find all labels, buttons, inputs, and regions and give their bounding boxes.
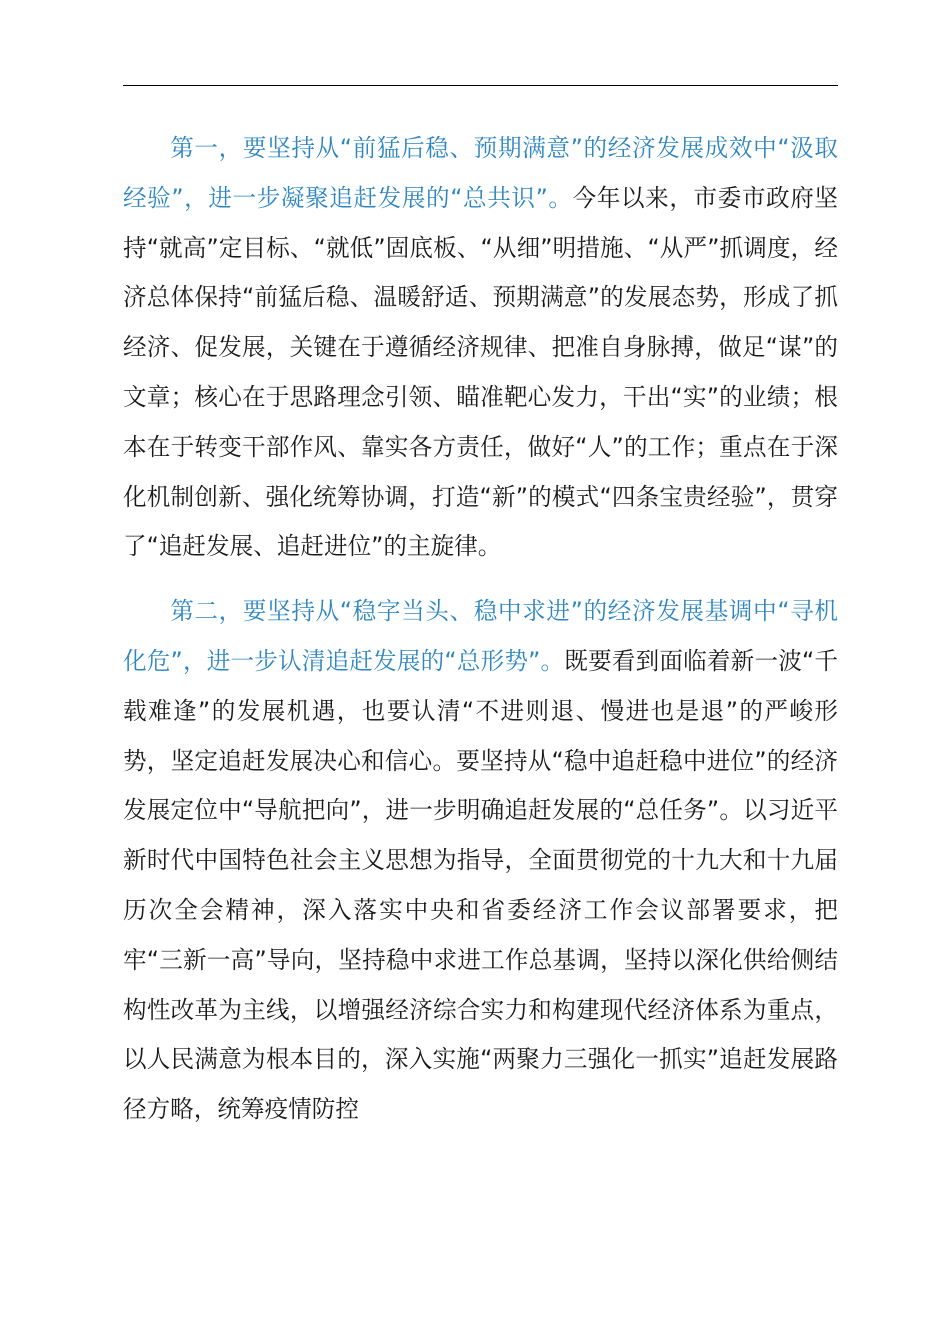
header-rule: [123, 85, 838, 86]
paragraph-first: [123, 124, 838, 572]
paragraph-second-body: 既要看到面临着新一波“千载难逢”的发展机遇，也要认清“不进则退、慢进也是退”的严峻形势，坚定追赶发展决心和信心。要坚持从“稳中追赶稳中进位”的经济发展定位中“导航把向”，进一步明确追赶发展的“总任务”。以习近平新时代中国特色社会主义思想为指导，全面贯彻党的十九大和十九届历次全会精神，深入落实中央和省委经济工作会议部署要求，把牢“三新一高”导向，坚持稳中求进工作总基调，坚持以深化供给侧结构性改革为主线，以增强经济综合实力和构建现代经济体系为重点，以人民满意为根本目的，深入实施“两聚力三强化一抓实”追赶发展路径方略，统筹疫情防控: [123, 646, 838, 1124]
document-body: [123, 124, 838, 1135]
paragraph-first-heading: 第一，要坚持从“前猛后稳、预期满意”的经济发展成效中“汲取经验”，进一步凝聚追赶发展的“总共识”。: [123, 134, 838, 212]
paragraph-first-body: 今年以来，市委市政府坚持“就高”定目标、“就低”固底板、“从细”明措施、“从严”抓调度，经济总体保持“前猛后稳、温暖舒适、预期满意”的发展态势，形成了抓经济、促发展，关键在于遵循经济规律、把准自身脉搏，做足“谋”的文章；核心在于思路理念引领、瞄准靶心发力，干出“实”的业绩；根本在于转变干部作风、靠实各方责任，做好“人”的工作；重点在于深化机制创新、强化统筹协调，打造“新”的模式“四条宝贵经验”，贯穿了“追赶发展、追赶进位”的主旋律。: [123, 183, 839, 561]
paragraph-second: [123, 587, 838, 1135]
paragraph-second-heading: 第二，要坚持从“稳字当头、稳中求进”的经济发展基调中“寻机化危”，进一步认清追赶发展的“总形势”。: [123, 597, 838, 675]
